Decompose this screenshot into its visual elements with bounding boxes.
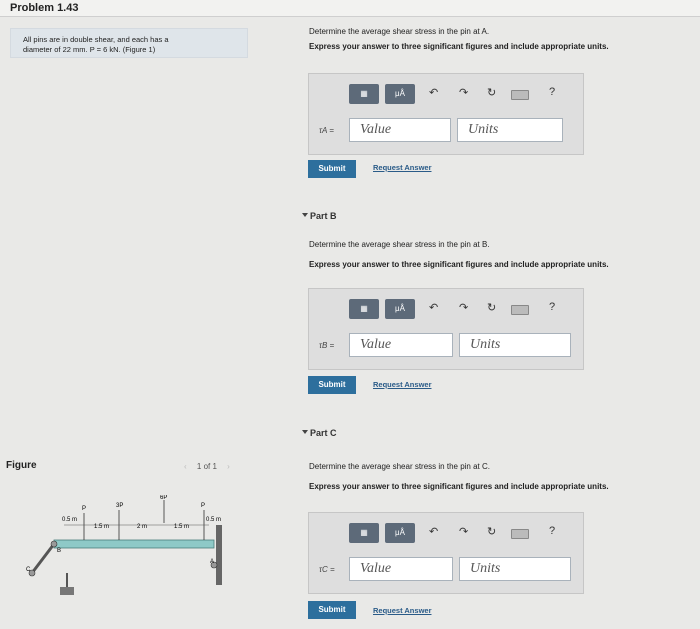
questions-panel xyxy=(300,16,700,629)
beam-diagram xyxy=(24,495,234,610)
keyboard-icon[interactable] xyxy=(511,90,529,100)
part-b-title-text: Part B xyxy=(310,211,337,221)
pin-b xyxy=(51,541,57,547)
redo-icon[interactable]: ↷ xyxy=(459,302,469,314)
help-button[interactable]: ? xyxy=(549,525,556,537)
point-label-b: B xyxy=(57,548,62,554)
part-a-symbol: τA = xyxy=(319,126,334,135)
redo-icon[interactable]: ↷ xyxy=(459,87,469,99)
load-label-3: P xyxy=(201,503,206,509)
strut xyxy=(32,544,54,573)
problem-line-2: diameter of 22 mm. P = 6 kN. (Figure 1) xyxy=(23,45,156,54)
mu-button[interactable]: μÅ xyxy=(385,84,415,104)
figure-pager xyxy=(176,462,238,471)
template-icon[interactable]: ▦ xyxy=(349,523,379,543)
collapse-icon[interactable] xyxy=(302,430,308,434)
part-b-answer-box xyxy=(308,288,584,370)
template-icon[interactable]: ▦ xyxy=(349,84,379,104)
part-a-toolbar xyxy=(349,84,569,106)
part-b-value-field[interactable]: Value xyxy=(349,333,453,357)
page-header xyxy=(0,0,700,17)
part-c-question: Determine the average shear stress in the pin at C. xyxy=(309,462,490,471)
dim-label-5: 0.5 m xyxy=(206,517,222,523)
chevron-left-icon[interactable]: ‹ xyxy=(184,462,187,471)
part-c-toolbar xyxy=(349,523,569,545)
part-c-title-text: Part C xyxy=(310,428,337,438)
part-c-value-field[interactable]: Value xyxy=(349,557,453,581)
page-title: Problem 1.43 xyxy=(10,2,79,14)
help-button[interactable]: ? xyxy=(549,301,556,313)
beam xyxy=(54,540,214,548)
part-c-answer-box xyxy=(308,512,584,594)
part-c-submit-button[interactable]: Submit xyxy=(308,601,356,619)
part-a-answer-box xyxy=(308,73,584,155)
reset-icon[interactable]: ↻ xyxy=(487,526,497,538)
reset-icon[interactable]: ↻ xyxy=(487,87,497,99)
keyboard-icon[interactable] xyxy=(511,305,529,315)
part-b-request-answer-link[interactable]: Request Answer xyxy=(373,380,432,389)
keyboard-icon[interactable] xyxy=(511,529,529,539)
part-c-symbol: τC = xyxy=(319,565,335,574)
part-a-units-field[interactable]: Units xyxy=(457,118,563,142)
figure-pager-text: 1 of 1 xyxy=(196,462,217,471)
part-a-request-answer-link[interactable]: Request Answer xyxy=(373,163,432,172)
undo-icon[interactable]: ↶ xyxy=(429,302,439,314)
figure-label: Figure xyxy=(6,460,37,471)
redo-icon[interactable]: ↷ xyxy=(459,526,469,538)
part-a-question: Determine the average shear stress in the pin at A. xyxy=(309,27,490,36)
part-b-submit-button[interactable]: Submit xyxy=(308,376,356,394)
part-a-instruction: Express your answer to three significant figures and include appropriate units. xyxy=(309,42,609,51)
dim-label-3: 2 m xyxy=(137,524,148,530)
wall-right xyxy=(216,525,222,585)
mu-button[interactable]: μÅ xyxy=(385,299,415,319)
load-label-2: 3P xyxy=(116,503,124,509)
load-label-1: P xyxy=(82,506,87,512)
template-icon[interactable]: ▦ xyxy=(349,299,379,319)
part-a-value-field[interactable]: Value xyxy=(349,118,451,142)
collapse-icon[interactable] xyxy=(302,213,308,217)
load-label-4: 6P xyxy=(160,495,168,501)
part-b-question: Determine the average shear stress in the pin at B. xyxy=(309,240,490,249)
undo-icon[interactable]: ↶ xyxy=(429,87,439,99)
reset-icon[interactable]: ↻ xyxy=(487,302,497,314)
part-b-toolbar xyxy=(349,299,569,321)
part-c-units-field[interactable]: Units xyxy=(459,557,571,581)
point-label-a: A xyxy=(210,559,215,565)
dim-label-4: 1.5 m xyxy=(174,524,190,530)
beam-figure xyxy=(24,495,234,610)
dim-label-2: 1.5 m xyxy=(94,524,110,530)
part-b-instruction: Express your answer to three significant figures and include appropriate units. xyxy=(309,260,609,269)
undo-icon[interactable]: ↶ xyxy=(429,526,439,538)
part-b-title[interactable] xyxy=(310,211,337,221)
problem-statement xyxy=(10,28,248,58)
point-label-c: C xyxy=(26,567,31,573)
mu-button[interactable]: μÅ xyxy=(385,523,415,543)
problem-line-1: All pins are in double shear, and each has a xyxy=(23,35,169,44)
part-a-submit-button[interactable]: Submit xyxy=(308,160,356,178)
part-b-units-field[interactable]: Units xyxy=(459,333,571,357)
part-b-symbol: τB = xyxy=(319,341,335,350)
support-left xyxy=(60,587,74,595)
part-c-request-answer-link[interactable]: Request Answer xyxy=(373,606,432,615)
help-button[interactable]: ? xyxy=(549,86,556,98)
dim-label-1: 0.5 m xyxy=(62,517,78,523)
part-c-title[interactable] xyxy=(310,428,337,438)
chevron-right-icon[interactable]: › xyxy=(227,462,230,471)
part-c-instruction: Express your answer to three significant figures and include appropriate units. xyxy=(309,482,609,491)
